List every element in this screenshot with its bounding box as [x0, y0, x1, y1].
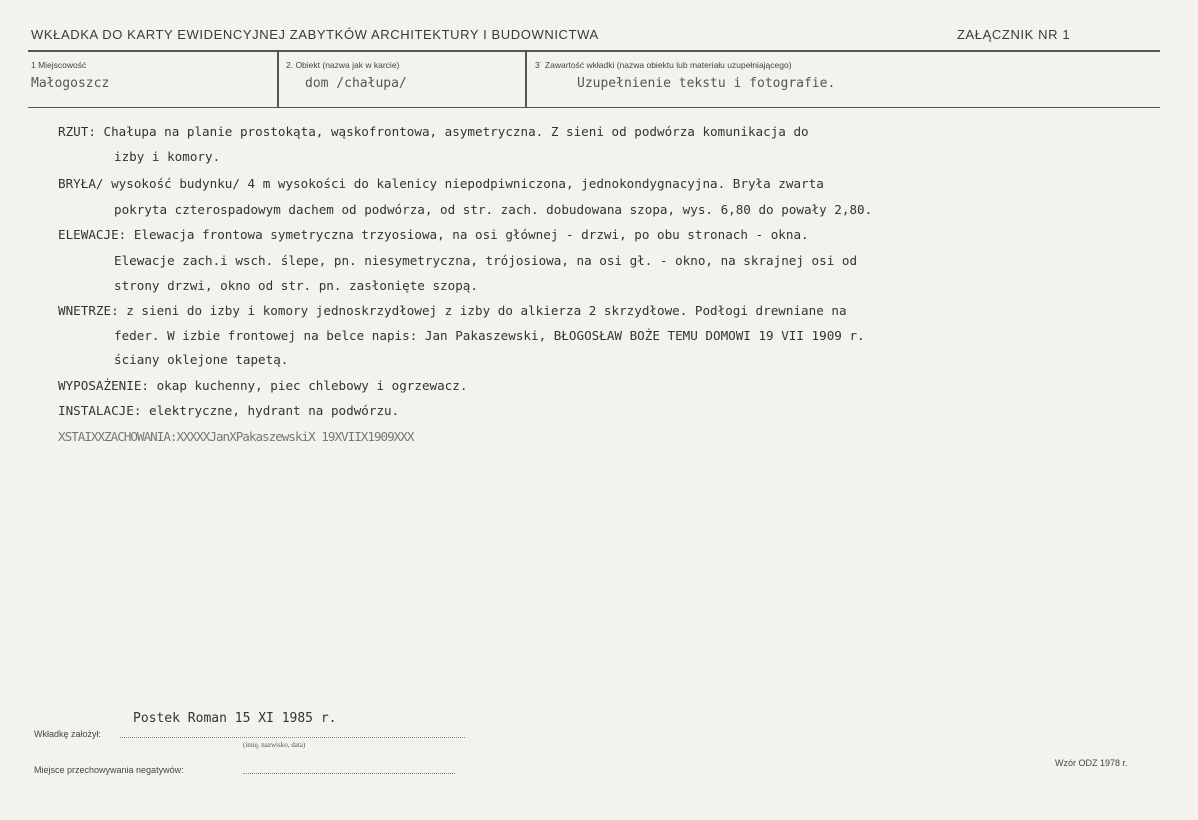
made-by-caption: (imię, nazwisko, data): [243, 741, 306, 749]
text-line: Elewacje zach.i wsch. ślepe, pn. niesymetryczna, trójosiowa, na osi gł. - okno, na skrajnej osi od: [114, 253, 858, 268]
text-line: pokryta czterospadowym dachem od podwórza, od str. zach. dobudowana szopa, wys. 6,80 do powały 2,80.: [114, 202, 873, 217]
text-line: ściany oklejone tapetą.: [114, 352, 289, 367]
text-line: feder. W izbie frontowej na belce napis: Jan Pakaszewski, BŁOGOSŁAW BOŻE TEMU DOMOWI 19 VII 1909 r.: [114, 328, 865, 343]
text-line: RZUT: Chałupa na planie prostokąta, wąskofrontowa, asymetryczna. Z sieni od podwórza komunikacja do: [58, 124, 809, 139]
locality-label: 1 Miejscowość: [31, 60, 87, 70]
made-by-line: [120, 737, 465, 738]
text-line: strony drzwi, okno od str. pn. zasłonięte szopą.: [114, 278, 478, 293]
text-line: WNETRZE: z sieni do izby i komory jednoskrzydłowej z izby do alkierza 2 skrzydłowe. Podłogi drewniane na: [58, 303, 847, 318]
object-label: 2. Obiekt (nazwa jak w karcie): [286, 60, 400, 70]
text-line: WYPOSAŻENIE: okap kuchenny, piec chlebowy i ogrzewacz.: [58, 378, 468, 393]
locality-value: Małogoszcz: [31, 76, 110, 91]
negatives-line: [243, 773, 455, 774]
template-mark: Wzór ODZ 1978 r.: [1055, 758, 1128, 768]
fields-bottom-rule: [28, 107, 1160, 108]
field-divider-2: [525, 52, 527, 107]
struck-out-line: XSTAIXXZACHOWANIA:XXXXXJanXPakaszewskiX 19XVIIX1909XXX: [58, 429, 414, 444]
field-divider-1: [277, 52, 279, 107]
author-and-date: Postek Roman 15 XI 1985 r.: [133, 711, 337, 726]
form-title: WKŁADKA DO KARTY EWIDENCYJNEJ ZABYTKÓW ARCHITEKTURY I BUDOWNICTWA: [31, 27, 599, 42]
text-line: INSTALACJE: elektryczne, hydrant na podwórzu.: [58, 403, 400, 418]
header-rule: [28, 50, 1160, 52]
text-line: ELEWACJE: Elewacja frontowa symetryczna trzyosiowa, na osi głównej - drzwi, po obu stronach - okna.: [58, 227, 809, 242]
text-line: BRYŁA/ wysokość budynku/ 4 m wysokości do kalenicy niepodpiwniczona, jednokondygnacyjna. Bryła zwarta: [58, 176, 824, 191]
content-label: 3˙ Zawartość wkładki (nazwa obiektu lub materiału uzupełniającego): [535, 60, 792, 70]
negatives-label: Miejsce przechowywania negatywów:: [34, 765, 184, 775]
object-value: dom /chałupa/: [305, 76, 407, 91]
content-value: Uzupełnienie tekstu i fotografie.: [577, 76, 836, 91]
text-line: izby i komory.: [114, 149, 221, 164]
made-by-label: Wkładkę założył:: [34, 729, 102, 739]
annex-number: ZAŁĄCZNIK NR 1: [957, 27, 1071, 42]
